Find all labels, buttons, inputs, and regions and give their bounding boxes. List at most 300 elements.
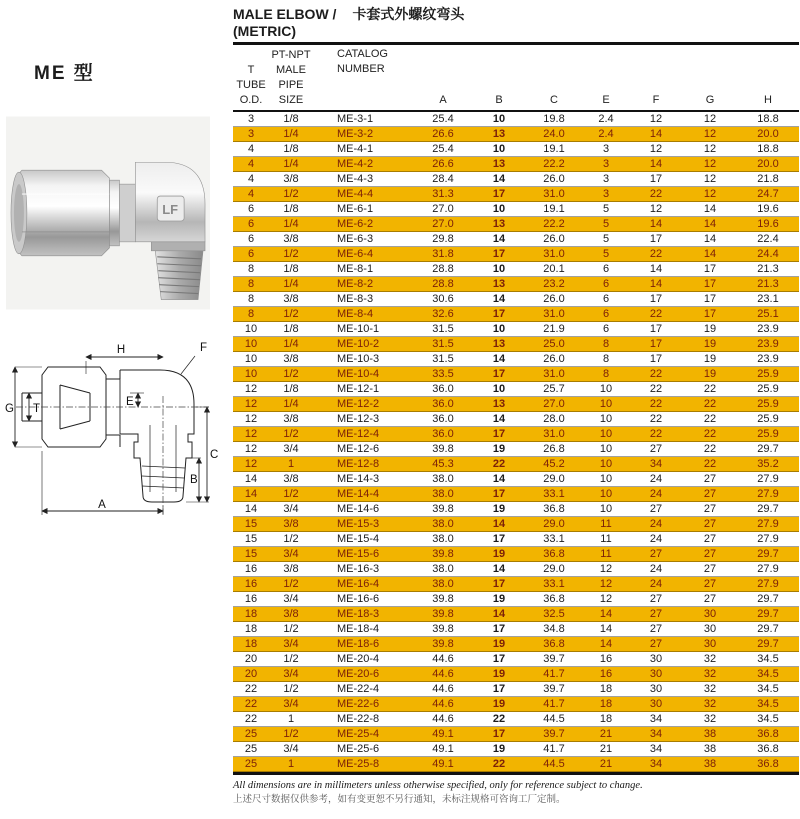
value-cell: 28.4 — [413, 172, 473, 187]
value-cell: 28.0 — [525, 412, 583, 427]
value-cell: 38.0 — [413, 577, 473, 592]
value-cell: 17 — [473, 622, 525, 637]
value-cell: 25.0 — [525, 337, 583, 352]
note-english: All dimensions are in millimeters unless otherwise specified, only for reference subject to change. — [233, 780, 643, 791]
value-cell: 3 — [583, 172, 629, 187]
table-row — [233, 187, 799, 202]
table-row — [233, 142, 799, 157]
value-cell: 21.9 — [525, 322, 583, 337]
value-cell: 17 — [629, 172, 683, 187]
catalog-number-cell: ME-8-4 — [313, 307, 413, 322]
value-cell: 8 — [583, 337, 629, 352]
value-cell: 14 — [473, 517, 525, 532]
value-cell: 3/4 — [269, 637, 313, 652]
dim-label-g: G — [5, 403, 14, 415]
value-cell: 10 — [233, 367, 269, 382]
value-cell: 1/4 — [269, 277, 313, 292]
value-cell: 14 — [683, 232, 737, 247]
value-cell: 27 — [629, 592, 683, 607]
value-cell: 1/2 — [269, 367, 313, 382]
value-cell: 33.1 — [525, 577, 583, 592]
value-cell: 14 — [473, 232, 525, 247]
catalog-number-cell: ME-18-3 — [313, 607, 413, 622]
value-cell: 34.5 — [737, 652, 799, 667]
catalog-number-cell: ME-4-3 — [313, 172, 413, 187]
product-photo — [6, 116, 210, 310]
value-cell: 34.8 — [525, 622, 583, 637]
dimension-drawing — [2, 330, 230, 537]
table-row — [233, 742, 799, 757]
value-cell: 10 — [583, 472, 629, 487]
catalog-number-cell: ME-4-2 — [313, 157, 413, 172]
value-cell: 36.8 — [737, 757, 799, 772]
value-cell: 25 — [233, 742, 269, 757]
catalog-number-cell: ME-25-6 — [313, 742, 413, 757]
value-cell: 27.9 — [737, 562, 799, 577]
value-cell: 6 — [233, 202, 269, 217]
value-cell: 21 — [583, 742, 629, 757]
value-cell: 25.7 — [525, 382, 583, 397]
value-cell: 16 — [233, 592, 269, 607]
value-cell: 17 — [473, 427, 525, 442]
value-cell: 29.7 — [737, 592, 799, 607]
value-cell: 8 — [233, 307, 269, 322]
value-cell: 3/4 — [269, 697, 313, 712]
table-row — [233, 127, 799, 142]
catalog-number-cell: ME-15-6 — [313, 547, 413, 562]
value-cell: 19 — [683, 367, 737, 382]
value-cell: 1 — [269, 457, 313, 472]
value-cell: 39.8 — [413, 607, 473, 622]
table-row — [233, 652, 799, 667]
value-cell: 12 — [683, 111, 737, 127]
value-cell: 18 — [233, 622, 269, 637]
value-cell: 11 — [583, 532, 629, 547]
value-cell: 1/4 — [269, 217, 313, 232]
value-cell: 3/4 — [269, 592, 313, 607]
value-cell: 22.2 — [525, 157, 583, 172]
value-cell: 25.4 — [413, 111, 473, 127]
value-cell: 33.1 — [525, 532, 583, 547]
table-row — [233, 622, 799, 637]
value-cell: 38 — [683, 742, 737, 757]
value-cell: 31.8 — [413, 247, 473, 262]
catalog-number-cell: ME-10-2 — [313, 337, 413, 352]
value-cell: 26.0 — [525, 172, 583, 187]
value-cell: 6 — [233, 232, 269, 247]
value-cell: 17 — [473, 487, 525, 502]
value-cell: 26.0 — [525, 232, 583, 247]
catalog-number-cell: ME-6-4 — [313, 247, 413, 262]
value-cell: 17 — [473, 652, 525, 667]
value-cell: 21 — [583, 727, 629, 742]
value-cell: 39.8 — [413, 502, 473, 517]
value-cell: 22 — [629, 412, 683, 427]
value-cell: 36.0 — [413, 382, 473, 397]
catalog-number-cell: ME-15-3 — [313, 517, 413, 532]
value-cell: 27.9 — [737, 472, 799, 487]
value-cell: 1/2 — [269, 307, 313, 322]
value-cell: 27 — [629, 442, 683, 457]
value-cell: 49.1 — [413, 742, 473, 757]
value-cell: 49.1 — [413, 757, 473, 772]
value-cell: 27.0 — [525, 397, 583, 412]
value-cell: 22 — [683, 442, 737, 457]
value-cell: 19 — [473, 442, 525, 457]
value-cell: 1/2 — [269, 682, 313, 697]
value-cell: 31.0 — [525, 187, 583, 202]
value-cell: 29.7 — [737, 442, 799, 457]
value-cell: 16 — [233, 577, 269, 592]
dim-label-c: C — [210, 449, 219, 461]
header-dim-h: H — [764, 94, 772, 106]
value-cell: 17 — [473, 187, 525, 202]
value-cell: 14 — [629, 217, 683, 232]
value-cell: 25.9 — [737, 412, 799, 427]
table-row — [233, 577, 799, 592]
title-zh: 卡套式外螺纹弯头 — [352, 6, 465, 22]
table-row — [233, 247, 799, 262]
elbow-cross-section-icon — [2, 330, 230, 537]
value-cell: 1/8 — [269, 382, 313, 397]
value-cell: 32 — [683, 712, 737, 727]
table-row — [233, 457, 799, 472]
value-cell: 22.2 — [525, 217, 583, 232]
value-cell: 44.6 — [413, 652, 473, 667]
catalog-number-cell: ME-20-4 — [313, 652, 413, 667]
value-cell: 29.0 — [525, 472, 583, 487]
table-row — [233, 202, 799, 217]
value-cell: 15 — [233, 532, 269, 547]
value-cell: 3/8 — [269, 172, 313, 187]
catalog-number-cell: ME-16-3 — [313, 562, 413, 577]
value-cell: 30 — [629, 682, 683, 697]
value-cell: 3/8 — [269, 472, 313, 487]
value-cell: 14 — [629, 127, 683, 142]
value-cell: 32 — [683, 697, 737, 712]
value-cell: 38.0 — [413, 487, 473, 502]
value-cell: 25.9 — [737, 382, 799, 397]
value-cell: 12 — [233, 427, 269, 442]
catalog-number-cell: ME-4-1 — [313, 142, 413, 157]
value-cell: 14 — [473, 172, 525, 187]
table-row — [233, 532, 799, 547]
value-cell: 19 — [473, 502, 525, 517]
value-cell: 10 — [473, 142, 525, 157]
catalog-number-cell: ME-22-8 — [313, 712, 413, 727]
value-cell: 26.0 — [525, 352, 583, 367]
catalog-number-cell: ME-12-2 — [313, 397, 413, 412]
value-cell: 4 — [233, 187, 269, 202]
value-cell: 27 — [629, 622, 683, 637]
value-cell: 19.1 — [525, 202, 583, 217]
value-cell: 4 — [233, 172, 269, 187]
header-dim-e: E — [602, 94, 610, 106]
value-cell: 22 — [233, 697, 269, 712]
value-cell: 44.6 — [413, 682, 473, 697]
table-body — [233, 111, 799, 772]
value-cell: 36.8 — [737, 742, 799, 757]
value-cell: 22 — [629, 307, 683, 322]
value-cell: 10 — [473, 262, 525, 277]
value-cell: 10 — [583, 457, 629, 472]
table-row — [233, 352, 799, 367]
value-cell: 6 — [583, 307, 629, 322]
value-cell: 1 — [269, 757, 313, 772]
value-cell: 12 — [583, 577, 629, 592]
value-cell: 14 — [583, 637, 629, 652]
value-cell: 20.0 — [737, 157, 799, 172]
value-cell: 27 — [683, 562, 737, 577]
value-cell: 14 — [473, 607, 525, 622]
value-cell: 10 — [473, 382, 525, 397]
value-cell: 20 — [233, 652, 269, 667]
value-cell: 20.1 — [525, 262, 583, 277]
value-cell: 8 — [233, 292, 269, 307]
value-cell: 27 — [629, 607, 683, 622]
value-cell: 33.1 — [525, 487, 583, 502]
value-cell: 25.9 — [737, 427, 799, 442]
value-cell: 22 — [629, 382, 683, 397]
value-cell: 38 — [683, 727, 737, 742]
table-row — [233, 547, 799, 562]
value-cell: 14 — [233, 502, 269, 517]
catalog-number-cell: ME-12-1 — [313, 382, 413, 397]
value-cell: 31.5 — [413, 352, 473, 367]
main-column — [233, 0, 799, 806]
value-cell: 27 — [629, 637, 683, 652]
value-cell: 6 — [583, 322, 629, 337]
rule-bottom — [233, 772, 799, 775]
value-cell: 14 — [233, 487, 269, 502]
value-cell: 17 — [629, 322, 683, 337]
value-cell: 1/2 — [269, 427, 313, 442]
value-cell: 39.8 — [413, 442, 473, 457]
table-row — [233, 232, 799, 247]
value-cell: 36.8 — [525, 547, 583, 562]
value-cell: 49.1 — [413, 727, 473, 742]
value-cell: 17 — [473, 532, 525, 547]
table-row — [233, 157, 799, 172]
value-cell: 1/2 — [269, 187, 313, 202]
value-cell: 16 — [583, 652, 629, 667]
catalog-number-cell: ME-6-3 — [313, 232, 413, 247]
value-cell: 17 — [473, 307, 525, 322]
value-cell: 4 — [233, 142, 269, 157]
value-cell: 16 — [233, 562, 269, 577]
dim-label-f: F — [200, 342, 208, 354]
value-cell: 22 — [629, 187, 683, 202]
value-cell: 10 — [583, 487, 629, 502]
catalog-number-cell: ME-8-2 — [313, 277, 413, 292]
value-cell: 27.9 — [737, 517, 799, 532]
catalog-number-cell: ME-10-1 — [313, 322, 413, 337]
value-cell: 16 — [583, 667, 629, 682]
value-cell: 33.5 — [413, 367, 473, 382]
value-cell: 10 — [473, 322, 525, 337]
value-cell: 23.2 — [525, 277, 583, 292]
value-cell: 12 — [683, 142, 737, 157]
value-cell: 10 — [233, 352, 269, 367]
value-cell: 10 — [473, 111, 525, 127]
value-cell: 22 — [629, 427, 683, 442]
value-cell: 14 — [233, 472, 269, 487]
value-cell: 26.0 — [525, 292, 583, 307]
male-elbow-photo-icon — [6, 116, 210, 310]
value-cell: 31.3 — [413, 187, 473, 202]
value-cell: 31.0 — [525, 247, 583, 262]
page-subtitle: (METRIC) — [233, 23, 296, 39]
value-cell: 24 — [629, 517, 683, 532]
value-cell: 17 — [473, 247, 525, 262]
value-cell: 8 — [583, 367, 629, 382]
value-cell: 14 — [473, 412, 525, 427]
table-row — [233, 427, 799, 442]
value-cell: 34 — [629, 742, 683, 757]
value-cell: 17 — [473, 367, 525, 382]
value-cell: 13 — [473, 397, 525, 412]
header-dim-c: C — [550, 94, 558, 106]
value-cell: 24 — [629, 577, 683, 592]
value-cell: 34.5 — [737, 667, 799, 682]
value-cell: 13 — [473, 217, 525, 232]
value-cell: 29.7 — [737, 622, 799, 637]
value-cell: 14 — [473, 472, 525, 487]
value-cell: 8 — [233, 262, 269, 277]
value-cell: 36.0 — [413, 412, 473, 427]
catalog-number-cell: ME-16-4 — [313, 577, 413, 592]
value-cell: 23.9 — [737, 322, 799, 337]
catalog-number-cell: ME-6-2 — [313, 217, 413, 232]
value-cell: 44.5 — [525, 712, 583, 727]
catalog-number-cell: ME-15-4 — [313, 532, 413, 547]
catalog-number-cell: ME-4-4 — [313, 187, 413, 202]
value-cell: 14 — [583, 607, 629, 622]
table-row — [233, 682, 799, 697]
page-title — [233, 5, 799, 23]
value-cell: 5 — [583, 232, 629, 247]
value-cell: 5 — [583, 202, 629, 217]
value-cell: 32 — [683, 652, 737, 667]
value-cell: 12 — [683, 157, 737, 172]
title-block — [233, 0, 799, 40]
value-cell: 38.0 — [413, 532, 473, 547]
catalog-number-cell: ME-25-8 — [313, 757, 413, 772]
catalog-number-cell: ME-10-4 — [313, 367, 413, 382]
catalog-number-cell: ME-12-4 — [313, 427, 413, 442]
value-cell: 27 — [683, 592, 737, 607]
value-cell: 19 — [473, 547, 525, 562]
value-cell: 2.4 — [583, 111, 629, 127]
value-cell: 36.8 — [525, 637, 583, 652]
table-row — [233, 382, 799, 397]
left-panel — [0, 0, 232, 819]
value-cell: 41.7 — [525, 667, 583, 682]
value-cell: 3/8 — [269, 232, 313, 247]
value-cell: 24 — [629, 487, 683, 502]
value-cell: 25.9 — [737, 367, 799, 382]
value-cell: 29.7 — [737, 607, 799, 622]
value-cell: 1/2 — [269, 577, 313, 592]
table-row — [233, 712, 799, 727]
value-cell: 18.8 — [737, 111, 799, 127]
table-row — [233, 592, 799, 607]
value-cell: 1/8 — [269, 142, 313, 157]
table-row — [233, 412, 799, 427]
value-cell: 31.5 — [413, 322, 473, 337]
value-cell: 19.8 — [525, 111, 583, 127]
value-cell: 32.5 — [525, 607, 583, 622]
value-cell: 3/8 — [269, 412, 313, 427]
value-cell: 25 — [233, 727, 269, 742]
value-cell: 1/4 — [269, 397, 313, 412]
table-row — [233, 262, 799, 277]
catalog-number-cell: ME-3-1 — [313, 111, 413, 127]
value-cell: 39.8 — [413, 637, 473, 652]
value-cell: 11 — [583, 547, 629, 562]
value-cell: 1/8 — [269, 322, 313, 337]
value-cell: 3 — [233, 127, 269, 142]
value-cell: 27.9 — [737, 487, 799, 502]
header-dim-f: F — [652, 94, 660, 106]
value-cell: 17 — [683, 307, 737, 322]
value-cell: 4 — [233, 157, 269, 172]
value-cell: 12 — [629, 202, 683, 217]
value-cell: 12 — [233, 457, 269, 472]
value-cell: 10 — [583, 442, 629, 457]
value-cell: 25.4 — [413, 142, 473, 157]
value-cell: 12 — [629, 111, 683, 127]
value-cell: 20.0 — [737, 127, 799, 142]
catalog-number-cell: ME-14-3 — [313, 472, 413, 487]
value-cell: 17 — [629, 292, 683, 307]
value-cell: 18 — [583, 697, 629, 712]
value-cell: 21.3 — [737, 277, 799, 292]
value-cell: 17 — [473, 682, 525, 697]
value-cell: 3/4 — [269, 442, 313, 457]
value-cell: 30 — [629, 667, 683, 682]
value-cell: 22 — [683, 427, 737, 442]
value-cell: 22 — [233, 682, 269, 697]
footer-notes — [233, 779, 799, 806]
value-cell: 12 — [629, 142, 683, 157]
value-cell: 36.8 — [737, 727, 799, 742]
value-cell: 17 — [683, 292, 737, 307]
table-row — [233, 667, 799, 682]
catalog-number-cell: ME-6-1 — [313, 202, 413, 217]
value-cell: 19 — [473, 592, 525, 607]
value-cell: 19 — [473, 697, 525, 712]
catalog-number-cell: ME-22-6 — [313, 697, 413, 712]
value-cell: 26.6 — [413, 157, 473, 172]
catalog-number-cell: ME-8-1 — [313, 262, 413, 277]
value-cell: 10 — [583, 412, 629, 427]
value-cell: 30 — [683, 637, 737, 652]
value-cell: 44.6 — [413, 712, 473, 727]
header-catalog-number: CATALOG NUMBER — [337, 48, 388, 75]
value-cell: 17 — [629, 337, 683, 352]
value-cell: 14 — [629, 262, 683, 277]
value-cell: 8 — [233, 277, 269, 292]
value-cell: 30 — [683, 622, 737, 637]
value-cell: 1/4 — [269, 157, 313, 172]
value-cell: 13 — [473, 277, 525, 292]
value-cell: 12 — [583, 592, 629, 607]
value-cell: 13 — [473, 157, 525, 172]
header-tube-od: T TUBE O.D. — [236, 64, 266, 106]
value-cell: 24 — [629, 472, 683, 487]
table-row — [233, 397, 799, 412]
